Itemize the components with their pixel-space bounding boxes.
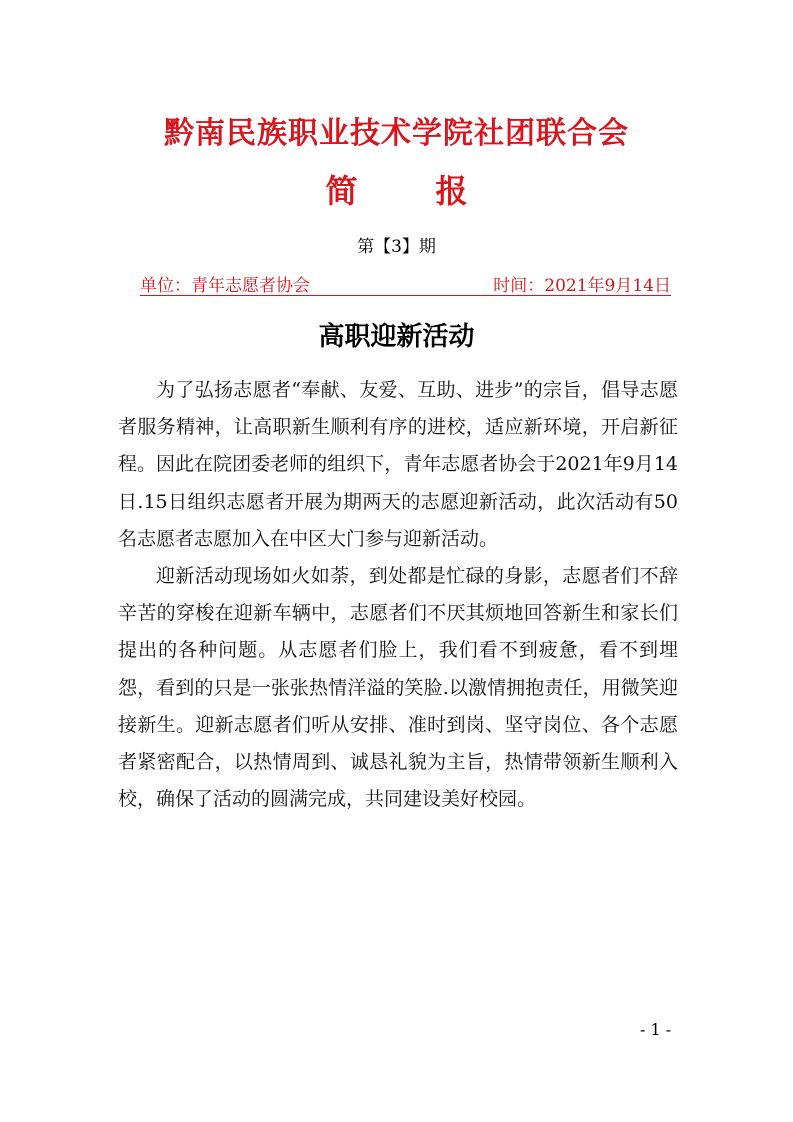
article-body xyxy=(118,372,678,818)
article-title: 高职迎新活动 xyxy=(318,322,475,352)
article-paragraph-1: 为了弘扬志愿者“奉献、友爱、互助、进步”的宗旨，倡导志愿者服务精神，让高职新生顺利有序的进校，适应新环境，开启新征程。因此在院团委老师的组织下，青年志愿者协会于2021年9月14日.15日组织志愿者开展为期两天的志愿迎新活动，此次活动有50名志愿者志愿加入在中区大门参与迎新活动。 xyxy=(118,379,678,550)
bulletin-title xyxy=(0,166,793,212)
meta-row xyxy=(140,271,671,296)
bulletin-title-char-2: 报 xyxy=(435,172,468,210)
bulletin-title-char-1: 简 xyxy=(325,172,358,210)
page-number: - 1 - xyxy=(640,1020,672,1039)
organization-title: 黔南民族职业技术学院社团联合会 xyxy=(164,116,629,151)
article-paragraph-2: 迎新活动现场如火如荼，到处都是忙碌的身影，志愿者们不辞辛苦的穿梭在迎新车辆中，志愿者们不厌其烦地回答新生和家长们提出的各种问题。从志愿者们脸上，我们看不到疲惫，看不到埋怨，看到的只是一张张热情洋溢的笑脸.以激情拥抱责任，用微笑迎接新生。迎新志愿者们听从安排、准时到岗、坚守岗位、各个志愿者紧密配合，以热情周到、诚恳礼貌为主旨，热情带领新生顺利入校，确保了活动的圆满完成，共同建设美好校园。 xyxy=(118,565,678,811)
publish-date: 时间：2021年9月14日 xyxy=(493,276,671,296)
issue-number: 第【3】期 xyxy=(357,237,436,257)
publishing-unit: 单位：青年志愿者协会 xyxy=(140,276,310,296)
